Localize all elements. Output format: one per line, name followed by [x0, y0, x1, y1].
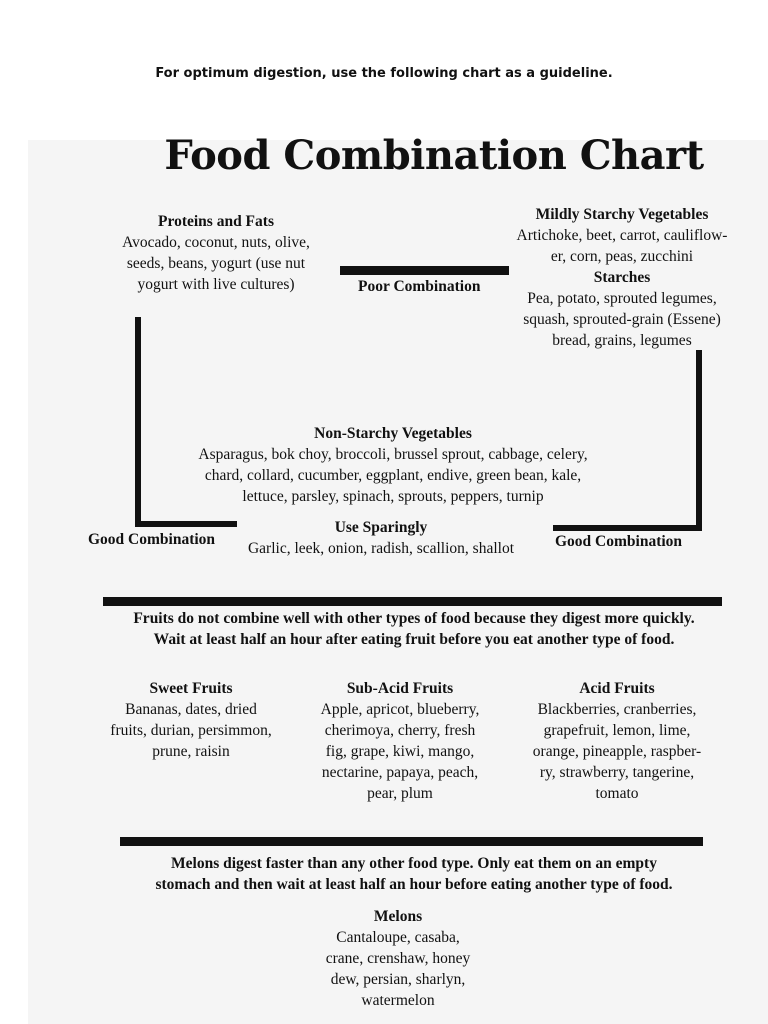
sub-acid-fruits-group	[300, 678, 500, 804]
non-starchy-line-1: Asparagus, bok choy, broccoli, brussel sprout, cabbage, celery,	[198, 446, 588, 463]
non-starchy-group	[170, 423, 616, 507]
melons-divider	[120, 837, 703, 846]
mildly-starchy-line-2: er, corn, peas, zucchini	[550, 248, 694, 265]
sweet-fruits-line-1: Bananas, dates, dried	[125, 701, 257, 718]
starches-heading: Starches	[593, 269, 651, 286]
non-starchy-heading: Non-Starchy Vegetables	[314, 425, 472, 442]
acid-fruits-line-4: ry, strawberry, tangerine,	[539, 764, 695, 781]
proteins-fats-line-1: Avocado, coconut, nuts, olive,	[122, 234, 310, 251]
fruits-divider	[103, 597, 722, 606]
melons-line-2: crane, crenshaw, honey	[325, 950, 471, 967]
non-starchy-line-3: lettuce, parsley, spinach, sprouts, peppers, turnip	[242, 488, 544, 505]
starchy-group	[500, 204, 744, 351]
sub-acid-fruits-heading: Sub-Acid Fruits	[346, 680, 454, 697]
starches-line-1: Pea, potato, sprouted legumes,	[527, 290, 717, 307]
sub-acid-fruits-line-5: pear, plum	[367, 785, 433, 802]
starches-line-2: squash, sprouted-grain (Essene)	[523, 311, 721, 328]
sweet-fruits-heading: Sweet Fruits	[149, 680, 233, 697]
proteins-fats-line-3: yogurt with live cultures)	[137, 276, 295, 293]
use-sparingly-heading: Use Sparingly	[334, 519, 428, 536]
sub-acid-fruits-line-2: cherimoya, cherry, fresh	[324, 722, 476, 739]
acid-fruits-group	[517, 678, 717, 804]
acid-fruits-heading: Acid Fruits	[579, 680, 655, 697]
left-bracket-vertical	[135, 317, 141, 527]
mildly-starchy-heading: Mildly Starchy Vegetables	[535, 206, 709, 223]
melons-note-line-2: stomach and then wait at least half an hour before eating another type of food.	[155, 876, 673, 893]
melons-note	[94, 853, 734, 895]
use-sparingly-group	[230, 517, 532, 559]
use-sparingly-line-1: Garlic, leek, onion, radish, scallion, shallot	[247, 540, 515, 557]
chart-title: Food Combination Chart	[164, 132, 704, 179]
right-bracket-vertical	[696, 350, 702, 531]
acid-fruits-line-3: orange, pineapple, raspber-	[532, 743, 702, 760]
mildly-starchy-line-1: Artichoke, beet, carrot, cauliflow-	[516, 227, 728, 244]
melons-heading: Melons	[373, 908, 423, 925]
melons-note-line-1: Melons digest faster than any other food type. Only eat them on an empty	[171, 855, 657, 872]
acid-fruits-line-2: grapefruit, lemon, lime,	[543, 722, 691, 739]
good-combination-left-label: Good Combination	[88, 531, 216, 548]
melons-line-4: watermelon	[361, 992, 435, 1009]
fruits-note-line-1: Fruits do not combine well with other types of food because they digest more quickly.	[133, 610, 695, 627]
melons-group	[298, 906, 498, 1011]
melons-line-1: Cantaloupe, casaba,	[336, 929, 460, 946]
sub-acid-fruits-line-3: fig, grape, kiwi, mango,	[325, 743, 475, 760]
sweet-fruits-line-3: prune, raisin	[152, 743, 230, 760]
sub-acid-fruits-line-1: Apple, apricot, blueberry,	[320, 701, 480, 718]
poor-combination-label: Poor Combination	[358, 278, 481, 295]
left-bracket-horizontal	[135, 521, 237, 527]
proteins-fats-group	[98, 211, 334, 295]
sweet-fruits-line-2: fruits, durian, persimmon,	[110, 722, 272, 739]
proteins-fats-heading: Proteins and Fats	[158, 213, 274, 230]
acid-fruits-line-1: Blackberries, cranberries,	[537, 701, 697, 718]
melons-line-3: dew, persian, sharlyn,	[330, 971, 466, 988]
acid-fruits-line-5: tomato	[595, 785, 639, 802]
intro-text: For optimum digestion, use the following chart as a guideline.	[155, 66, 613, 81]
proteins-fats-line-2: seeds, beans, yogurt (use nut	[126, 255, 306, 272]
poor-combination-bar	[340, 266, 509, 275]
starches-line-3: bread, grains, legumes	[552, 332, 692, 349]
sweet-fruits-group	[96, 678, 286, 762]
good-combination-right-label: Good Combination	[555, 533, 683, 550]
fruits-note	[84, 608, 744, 650]
fruits-note-line-2: Wait at least half an hour after eating fruit before you eat another type of food.	[153, 631, 675, 648]
sub-acid-fruits-line-4: nectarine, papaya, peach,	[321, 764, 479, 781]
non-starchy-line-2: chard, collard, cucumber, eggplant, endive, green bean, kale,	[204, 467, 582, 484]
right-bracket-horizontal	[553, 525, 702, 531]
